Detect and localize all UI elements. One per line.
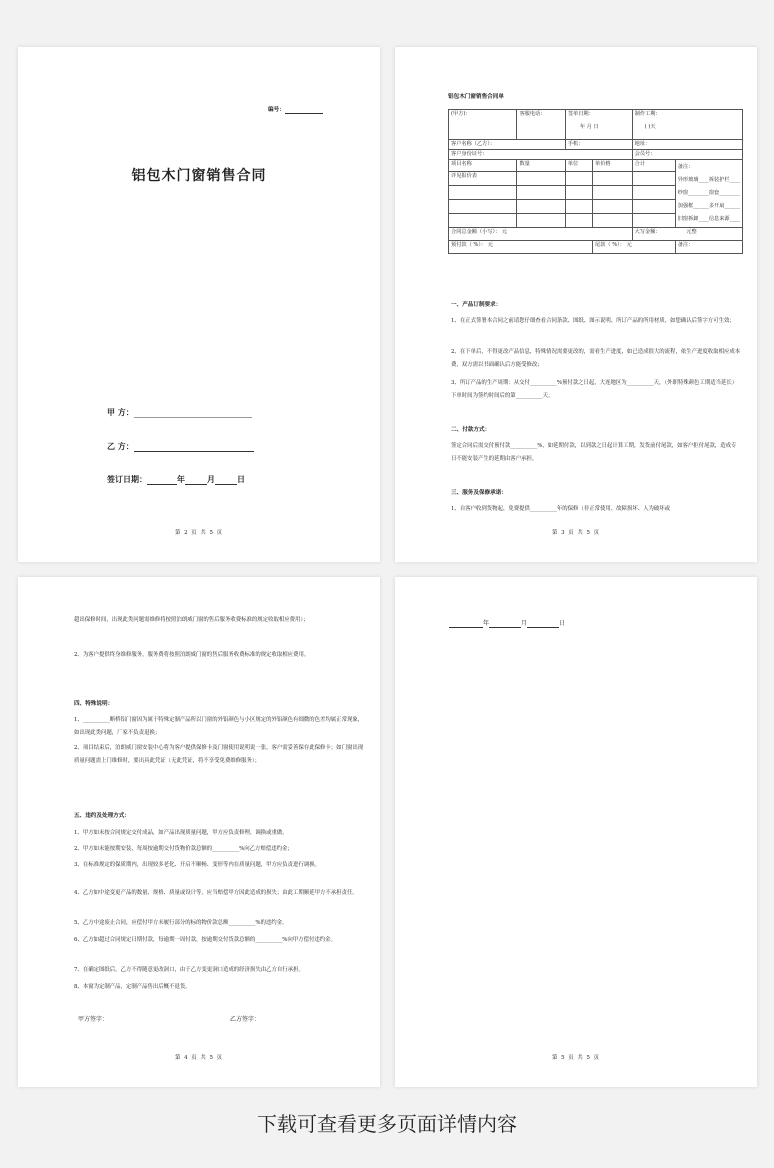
- clause-text: 1、甲方如未按合同规定交付成品，如产品出现质量问题，甲方应负责修理，调换或重做。: [74, 830, 288, 836]
- party-b-signature: 乙方签字：: [230, 1016, 261, 1023]
- cell-prepay: 预付款（ %）： 元: [449, 241, 593, 254]
- page-number: 第 4 页 共 5 页: [175, 1055, 223, 1061]
- clause-text: 超出保修时间，出现此类问题需维修将按照泊朗威门窗的售后服务收费标准的规定收取相应费用）；: [74, 617, 309, 623]
- clause-text: 1、自客户收到货物起，免费提供__________年的保修（非正常使用、故障损坏、人为破坏或: [451, 506, 671, 512]
- clause-text: 1、__________断桥铝门窗因为属于特殊定制产品所以门窗的外铝颜色与小区规定的外铝颜色有细微的色差均属正常现象，如出现此类问题，厂家不负责退换；: [74, 717, 364, 736]
- party-b-row: [107, 441, 254, 452]
- contract-number-blank: [285, 105, 323, 114]
- cell-balance: 尾款（ %）： 元: [593, 241, 676, 254]
- page-clauses: [18, 577, 380, 1087]
- contract-number-label: 编号：: [268, 107, 285, 113]
- col-item-name: 项目名称: [449, 160, 517, 172]
- cell-total-words: [632, 228, 742, 241]
- page-number: 第 2 页 共 5 页: [175, 530, 223, 536]
- date-day: 日: [559, 620, 566, 627]
- section-heading: 四、特殊说明：: [74, 701, 114, 707]
- page-number: 第 5 页 共 5 页: [552, 1055, 600, 1061]
- clause-text: 2、为客户提供终身维修服务，服务费将按照泊朗威门窗的售后服务收费标准的规定收取相应费用。: [74, 652, 310, 658]
- section-heading: 五、违约及处理方式：: [74, 813, 130, 819]
- table-row: [449, 200, 517, 214]
- remarks-label: 备注：: [677, 164, 694, 170]
- cell-pay-remarks: 备注：: [675, 241, 742, 254]
- remark-line: 加强框______多开扇______: [677, 203, 740, 209]
- section-heading: 一、产品订制要求：: [451, 302, 502, 308]
- cell-build-period-label: 制作工期：: [634, 111, 661, 117]
- clause-text: 1、在正式签署本合同之前请您仔细查看合同条款、图纸、图示说明、所订产品的所用材质，如您确认后签字方可生效；: [451, 318, 735, 324]
- cell-order-date-value: 年 月 日: [579, 124, 599, 130]
- cell-member-no: 会员号：: [632, 150, 742, 160]
- total-words-label: 大写金额：: [634, 229, 661, 235]
- page-number: 第 3 页 共 5 页: [552, 530, 600, 536]
- page-contract-form: [395, 47, 757, 562]
- party-b-blank: [134, 443, 254, 452]
- clause-text: 5、乙方中途废止合同，应偿付甲方未履行部分的标的物价款总额__________%的违约金。: [74, 920, 288, 926]
- party-a-blank: [134, 409, 252, 418]
- clause-text: 签定合同后需交付预付款__________%，如延期付款，以到款之日起计算工期，发货前付尾款，如客户拒付尾款，造成专日不能安装产生的延期由客户承担。: [451, 443, 737, 462]
- date-year: 年: [483, 620, 490, 627]
- page-date: [395, 577, 757, 1087]
- download-caption: 下载可查看更多页面详情内容: [257, 1112, 517, 1136]
- cell-customer-name: 客户名称（乙方）：: [449, 140, 566, 150]
- cell-id-number: 客户身份证号：: [449, 150, 633, 160]
- clause-text: 6、乙方如超过合同规定日期付款，每逾期一周付款，按逾期交付货款总额的__________%向甲方偿付违约金。: [74, 937, 336, 943]
- sign-date-month: 月: [207, 474, 215, 484]
- clause-text: 8、本窗为定制产品，定制产品售出后概不退货。: [74, 984, 191, 990]
- sign-date-day: 日: [237, 474, 245, 484]
- section-heading: 三、服务及保修承诺：: [451, 490, 507, 496]
- cell-remarks: [675, 160, 742, 228]
- table-row: 详见报价表: [449, 172, 517, 186]
- clause-text: 3、所订产品的生产周期：从交付__________%预付款之日起，大连地区为__________天，（外职特殊颜色工期适当延长）下单时间为签约时间后的第__________天。: [451, 380, 738, 399]
- col-unit: 单位: [565, 160, 592, 172]
- party-a-row: [107, 407, 252, 418]
- clause-text: 2、甲方如未能按期安装，每周按逾期交付货物价款总额的__________%向乙方赔偿违约金；: [74, 846, 293, 852]
- cell-party-a: (甲方)：: [449, 110, 517, 140]
- sign-date-month-blank: [185, 476, 207, 485]
- contract-title: 铝包木门窗销售合同: [131, 168, 267, 184]
- col-total: 合计: [632, 160, 675, 172]
- sign-date-day-blank: [215, 476, 237, 485]
- section-heading: 二、付款方式：: [451, 427, 491, 433]
- sign-date-year-blank: [147, 476, 177, 485]
- final-date-row: [449, 619, 565, 628]
- clause-text: 4、乙方如中途变更产品的数量、规格、质量或设计等，应当赔偿甲方因此造成的损失；由此工期顺延甲方不承担责任。: [74, 890, 358, 896]
- date-month-blank: [489, 619, 521, 628]
- sign-date-year: 年: [177, 474, 185, 484]
- date-year-blank: [449, 619, 483, 628]
- cell-order-date: [565, 110, 632, 140]
- remark-line: 纱窗________窗套________: [677, 190, 740, 196]
- table-row: [449, 214, 517, 228]
- remark-line: 旧窗拆卸____信息来源____: [677, 216, 740, 222]
- form-heading: 铝包木门窗销售合同单: [448, 94, 504, 100]
- contract-number: [268, 105, 323, 114]
- cell-mobile: 手机：: [565, 140, 632, 150]
- order-table: [448, 109, 743, 254]
- cell-build-period-value: ( )天: [644, 124, 656, 130]
- clause-text: 3、在标准规定的保质期内，出现较多老化、开启不顺畅、变形等内在质量问题，甲方应负责进行调换。: [74, 862, 321, 868]
- clause-text: 2、在下单后，不得更改产品信息，特殊情况需要更改的，需看生产进度，如已造成很大的流程，依生产进度收取相应成本费，双方需以书面确认后方能受修改；: [451, 349, 741, 368]
- party-a-label: 甲 方：: [107, 407, 134, 417]
- remark-line: 异形玻璃____拆装护栏____: [677, 177, 740, 183]
- cell-build-period: [632, 110, 742, 140]
- cell-service-phone: 客服电话：: [517, 110, 565, 140]
- clause-text: 7、在确定图纸后，乙方不得随意更改洞口，由于乙方变更洞口造成的经济损失由乙方自行承担。: [74, 967, 304, 973]
- cell-order-date-label: 签单日期：: [567, 111, 594, 117]
- sign-date-row: [107, 474, 245, 485]
- cell-address: 地址：: [632, 140, 742, 150]
- party-b-label: 乙 方：: [107, 441, 134, 451]
- table-row: [449, 186, 517, 200]
- date-day-blank: [527, 619, 559, 628]
- sign-date-label: 签订日期：: [107, 474, 147, 484]
- page-cover: [18, 47, 380, 562]
- col-qty: 数量: [517, 160, 565, 172]
- cell-total-amount: 合同总金额（小写）： 元: [449, 228, 633, 241]
- clause-text: 2、项目结束后，泊朗威门窗安装中心将为客户提供保修卡及门窗使用说明说一张，客户需妥善保存此保修卡；如门窗出现质量问题需上门维修时，要出具此凭证（无此凭证，将不享受免费维修服务）；: [74, 745, 364, 764]
- date-month: 月: [521, 620, 528, 627]
- party-a-signature: 甲方签字：: [78, 1016, 109, 1023]
- col-price: 单价格: [593, 160, 633, 172]
- total-words-suffix: 元整: [686, 229, 697, 235]
